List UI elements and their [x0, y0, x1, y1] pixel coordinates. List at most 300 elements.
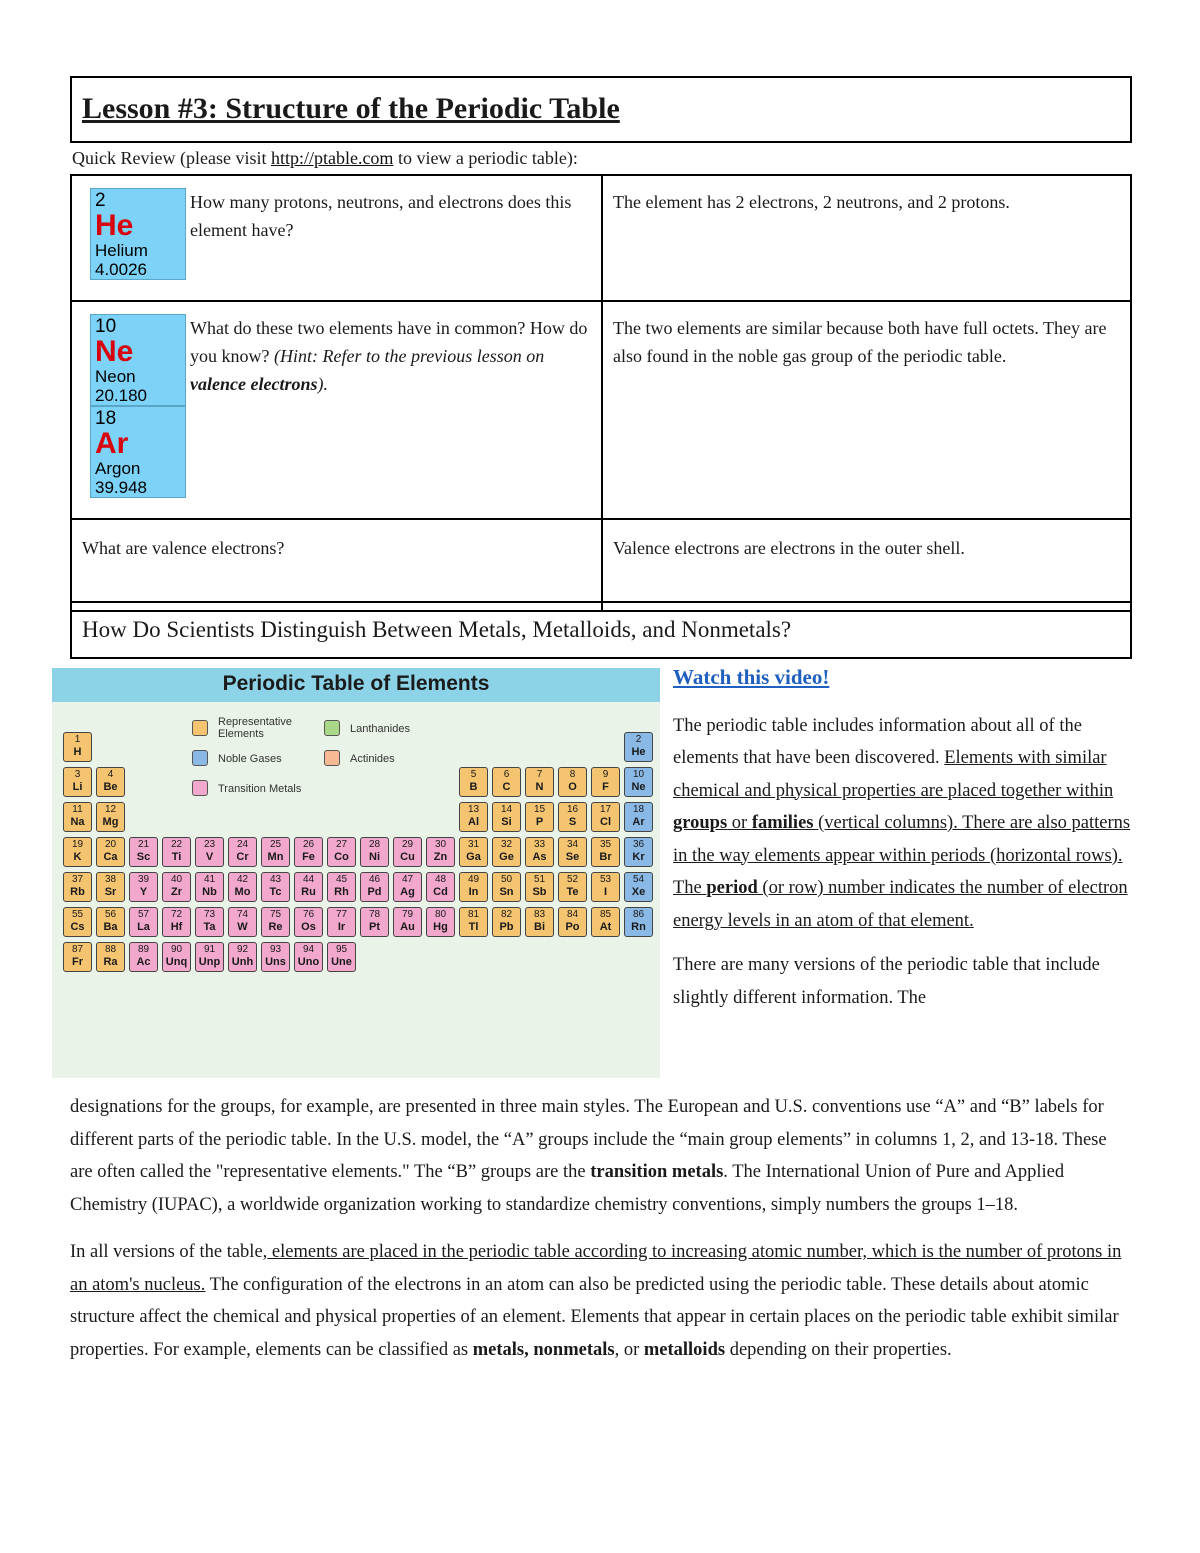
- element-cell-number: 48: [434, 874, 447, 885]
- element-cell-pd: [360, 872, 389, 902]
- element-cell-symbol: Sn: [499, 886, 514, 898]
- table-row: [71, 519, 1131, 611]
- element-cell-symbol: O: [568, 781, 577, 793]
- element-cell-symbol: C: [502, 781, 511, 793]
- question-2-main: What do these two elements have in common? How do you know?: [190, 318, 588, 366]
- element-cell-symbol: Uno: [297, 956, 320, 968]
- element-cell-number: 91: [203, 944, 216, 955]
- element-cell-symbol: Se: [565, 851, 580, 863]
- element-cell-ag: [393, 872, 422, 902]
- element-cell-mo: [228, 872, 257, 902]
- element-cell-ac: [129, 942, 158, 972]
- element-cell-number: 45: [335, 874, 348, 885]
- periodic-table-figure: [52, 668, 660, 1078]
- element-cell-number: 19: [71, 839, 84, 850]
- element-cell-number: 50: [500, 874, 513, 885]
- element-cell-cl: [591, 802, 620, 832]
- element-cell-symbol: B: [469, 781, 478, 793]
- watch-video-link[interactable]: Watch this video!: [673, 665, 830, 689]
- element-cell-sc: [129, 837, 158, 867]
- quick-review-line: [72, 148, 578, 169]
- element-cell-symbol: Br: [599, 851, 612, 863]
- underlined-text: elements are placed in the periodic table according to increasing atomic number, which is the number of protons in an atom's nucleus.: [70, 1242, 1122, 1295]
- element-cell-symbol: Ca: [103, 851, 118, 863]
- element-cell-number: 54: [632, 874, 645, 885]
- element-cell-symbol: Kr: [632, 851, 645, 863]
- element-cell-sn: [492, 872, 521, 902]
- element-cell-symbol: Na: [70, 816, 85, 828]
- element-number: 10: [95, 316, 117, 337]
- element-cell-mn: [261, 837, 290, 867]
- element-cell-symbol: Zr: [171, 886, 182, 898]
- element-cell-symbol: La: [137, 921, 150, 933]
- element-cell-symbol: Une: [331, 956, 352, 968]
- element-cell-number: 13: [467, 804, 480, 815]
- element-cell-symbol: Rh: [334, 886, 349, 898]
- element-cell-symbol: Au: [400, 921, 415, 933]
- element-cell-number: 52: [566, 874, 579, 885]
- element-cell-symbol: Pb: [499, 921, 514, 933]
- answer-cell-2[interactable]: The two elements are similar because both have full octets. They are also found in the noble gas group of the periodic table.: [602, 301, 1131, 519]
- argon-tile: [90, 406, 186, 498]
- element-cell-number: 10: [632, 769, 645, 780]
- element-cell-number: 22: [170, 839, 183, 850]
- element-cell-ta: [195, 907, 224, 937]
- element-cell-number: 33: [533, 839, 546, 850]
- element-cell-se: [558, 837, 587, 867]
- element-symbol: Ar: [95, 427, 129, 460]
- body-text-span: depending on their properties.: [725, 1339, 952, 1360]
- versions-paragraph: [70, 1091, 1132, 1221]
- element-cell-symbol: Bi: [534, 921, 545, 933]
- element-cell-p: [525, 802, 554, 832]
- element-cell-une: [327, 942, 356, 972]
- element-cell-symbol: Al: [468, 816, 479, 828]
- element-cell-number: 79: [401, 909, 414, 920]
- element-cell-number: 34: [566, 839, 579, 850]
- element-cell-symbol: Tc: [269, 886, 282, 898]
- element-cell-rb: [63, 872, 92, 902]
- element-cell-ar: [624, 802, 653, 832]
- question-cell-2: [71, 301, 602, 519]
- element-cell-rh: [327, 872, 356, 902]
- element-cell-symbol: Ga: [466, 851, 481, 863]
- element-cell-y: [129, 872, 158, 902]
- element-cell-number: 29: [401, 839, 414, 850]
- element-cell-symbol: Unh: [231, 956, 254, 968]
- u-text: (vertical columns). There are also patterns in the way elements appear within periods (horizontal rows). The: [673, 813, 1131, 898]
- question-text-1: How many protons, neutrons, and electrons does this element have?: [190, 192, 572, 240]
- element-cell-number: 82: [500, 909, 513, 920]
- element-cell-br: [591, 837, 620, 867]
- element-cell-zn: [426, 837, 455, 867]
- element-cell-number: 23: [203, 839, 216, 850]
- title-box: [70, 76, 1132, 143]
- u-text: or: [727, 813, 752, 833]
- element-cell-symbol: V: [205, 851, 214, 863]
- element-cell-number: 92: [236, 944, 249, 955]
- element-cell-number: 40: [170, 874, 183, 885]
- element-cell-number: 27: [335, 839, 348, 850]
- page-title: Lesson #3: Structure of the Periodic Table: [82, 92, 620, 125]
- element-cell-h: [63, 732, 92, 762]
- element-cell-number: 51: [533, 874, 546, 885]
- element-cell-number: 37: [71, 874, 84, 885]
- element-cell-number: 31: [467, 839, 480, 850]
- element-cell-symbol: Cs: [70, 921, 85, 933]
- element-cell-sr: [96, 872, 125, 902]
- element-cell-symbol: Li: [72, 781, 83, 793]
- element-cell-number: 20: [104, 839, 117, 850]
- element-mass: 20.180: [95, 386, 147, 405]
- element-cell-he: [624, 732, 653, 762]
- element-cell-symbol: Cl: [600, 816, 611, 828]
- element-cell-ti: [162, 837, 191, 867]
- element-cell-la: [129, 907, 158, 937]
- legend-swatch-transition: [192, 780, 208, 796]
- element-mass: 39.948: [95, 478, 147, 497]
- element-cell-ca: [96, 837, 125, 867]
- element-cell-au: [393, 907, 422, 937]
- element-cell-number: 18: [632, 804, 645, 815]
- hint-end: ).: [317, 374, 328, 394]
- element-cell-w: [228, 907, 257, 937]
- element-cell-pb: [492, 907, 521, 937]
- element-cell-symbol: Sc: [136, 851, 151, 863]
- element-cell-number: 12: [104, 804, 117, 815]
- helium-tile: [90, 188, 186, 280]
- element-mass: 4.0026: [95, 260, 147, 279]
- element-cell-tc: [261, 872, 290, 902]
- element-cell-ru: [294, 872, 323, 902]
- element-cell-number: 32: [500, 839, 513, 850]
- element-cell-number: 57: [137, 909, 150, 920]
- legend-swatch-noble: [192, 750, 208, 766]
- element-cell-symbol: Te: [566, 886, 579, 898]
- element-cell-number: 4: [107, 769, 114, 780]
- element-cell-number: 26: [302, 839, 315, 850]
- element-cell-number: 38: [104, 874, 117, 885]
- element-cell-number: 3: [74, 769, 81, 780]
- element-cell-number: 88: [104, 944, 117, 955]
- element-cell-symbol: Xe: [631, 886, 646, 898]
- legend-label-actinides: Actinides: [350, 753, 395, 765]
- element-cell-unq: [162, 942, 191, 972]
- element-cell-o: [558, 767, 587, 797]
- element-cell-po: [558, 907, 587, 937]
- element-cell-symbol: Zn: [433, 851, 448, 863]
- review-suffix: to view a periodic table):: [393, 148, 578, 168]
- element-name: Argon: [95, 459, 141, 478]
- legend-swatch-representative: [192, 720, 208, 736]
- element-cell-zr: [162, 872, 191, 902]
- element-cell-symbol: Ni: [369, 851, 380, 863]
- element-cell-number: 53: [599, 874, 612, 885]
- legend-label-noble: Noble Gases: [218, 753, 282, 765]
- element-cell-v: [195, 837, 224, 867]
- bold-metals-nonmetals: metals, nonmetals: [472, 1339, 615, 1360]
- element-cell-symbol: Pd: [367, 886, 382, 898]
- element-cell-symbol: Be: [103, 781, 118, 793]
- element-name: Helium: [95, 241, 148, 260]
- element-cell-kr: [624, 837, 653, 867]
- element-cell-number: 49: [467, 874, 480, 885]
- element-cell-number: 5: [470, 769, 477, 780]
- element-cell-rn: [624, 907, 653, 937]
- element-cell-in: [459, 872, 488, 902]
- bold-transition-metals: transition metals: [590, 1162, 724, 1182]
- element-cell-number: 84: [566, 909, 579, 920]
- element-cell-b: [459, 767, 488, 797]
- element-cell-number: 93: [269, 944, 282, 955]
- element-cell-number: 80: [434, 909, 447, 920]
- element-cell-symbol: P: [535, 816, 544, 828]
- legend-label-transition: Transition Metals: [218, 783, 302, 795]
- element-cell-symbol: Y: [139, 886, 148, 898]
- element-cell-k: [63, 837, 92, 867]
- element-cell-number: 8: [569, 769, 576, 780]
- element-cell-symbol: At: [599, 921, 612, 933]
- u-text: Elements with similar chemical and physical properties are placed together within: [673, 748, 1114, 801]
- element-cell-pt: [360, 907, 389, 937]
- element-cell-symbol: Ru: [301, 886, 316, 898]
- element-cell-hg: [426, 907, 455, 937]
- bold-groups: groups: [673, 813, 728, 833]
- element-cell-symbol: S: [568, 816, 577, 828]
- question-text-2: [190, 314, 590, 398]
- legend-text: Elements: [218, 728, 264, 740]
- element-cell-symbol: Hf: [170, 921, 183, 933]
- u-text: (or row) number indicates the number of electron energy levels in an atom of that element.: [673, 878, 1128, 931]
- intro-paragraph: [673, 710, 1133, 938]
- element-cell-number: 56: [104, 909, 117, 920]
- element-cell-ga: [459, 837, 488, 867]
- element-cell-number: 87: [71, 944, 84, 955]
- question-cell-3: What are valence electrons?: [71, 519, 602, 611]
- element-cell-symbol: Cd: [433, 886, 448, 898]
- element-cell-number: 6: [503, 769, 510, 780]
- element-cell-na: [63, 802, 92, 832]
- element-cell-number: 83: [533, 909, 546, 920]
- element-cell-number: 89: [137, 944, 150, 955]
- element-cell-number: 73: [203, 909, 216, 920]
- element-cell-symbol: Cr: [236, 851, 249, 863]
- element-cell-n: [525, 767, 554, 797]
- element-cell-number: 15: [533, 804, 546, 815]
- element-cell-symbol: Mo: [234, 886, 251, 898]
- element-cell-symbol: Nb: [202, 886, 217, 898]
- element-cell-symbol: As: [532, 851, 547, 863]
- element-cell-symbol: Uns: [265, 956, 286, 968]
- element-cell-number: 81: [467, 909, 480, 920]
- element-cell-symbol: Fe: [302, 851, 315, 863]
- element-cell-fe: [294, 837, 323, 867]
- element-cell-symbol: Ra: [103, 956, 118, 968]
- element-cell-symbol: W: [237, 921, 248, 933]
- hint-bold: valence electrons: [190, 374, 318, 394]
- atomic-number-paragraph: [70, 1236, 1132, 1366]
- element-cell-ge: [492, 837, 521, 867]
- element-cell-symbol: Ac: [136, 956, 151, 968]
- answer-cell-3[interactable]: Valence electrons are electrons in the outer shell.: [602, 519, 1131, 611]
- element-cell-cd: [426, 872, 455, 902]
- element-cell-tl: [459, 907, 488, 937]
- element-cell-symbol: Po: [565, 921, 580, 933]
- element-cell-symbol: Cu: [400, 851, 415, 863]
- element-cell-ni: [360, 837, 389, 867]
- element-cell-fr: [63, 942, 92, 972]
- figure-banner: [52, 668, 660, 702]
- element-cell-symbol: Unq: [165, 956, 188, 968]
- hint-text: (Hint: Refer to the previous lesson on: [274, 346, 545, 366]
- element-cell-symbol: Si: [501, 816, 512, 828]
- element-cell-number: 24: [236, 839, 249, 850]
- element-cell-symbol: Unp: [198, 956, 221, 968]
- element-cell-symbol: F: [602, 781, 609, 793]
- intro-text: The periodic table includes information about all of the elements that have been discovered.: [673, 715, 1082, 768]
- element-cell-cu: [393, 837, 422, 867]
- element-cell-number: 7: [536, 769, 543, 780]
- element-cell-cr: [228, 837, 257, 867]
- element-cell-symbol: Rn: [631, 921, 646, 933]
- element-cell-number: 78: [368, 909, 381, 920]
- element-cell-uno: [294, 942, 323, 972]
- element-cell-xe: [624, 872, 653, 902]
- bold-families: families: [751, 813, 814, 833]
- element-cell-ir: [327, 907, 356, 937]
- element-cell-symbol: H: [73, 746, 82, 758]
- bold-metalloids: metalloids: [643, 1339, 726, 1360]
- element-number: 18: [95, 408, 117, 429]
- element-cell-symbol: Ta: [203, 921, 216, 933]
- table-row: [71, 175, 1131, 301]
- element-cell-symbol: Fr: [72, 956, 83, 968]
- element-cell-al: [459, 802, 488, 832]
- underlined-text: [673, 748, 1130, 931]
- element-cell-number: 47: [401, 874, 414, 885]
- element-cell-number: 21: [137, 839, 150, 850]
- element-cell-symbol: Ge: [499, 851, 514, 863]
- legend-swatch-lanthanides: [324, 720, 340, 736]
- element-cell-number: 41: [203, 874, 216, 885]
- figure-title: Periodic Table of Elements: [222, 672, 490, 695]
- element-cell-number: 94: [302, 944, 315, 955]
- element-cell-unp: [195, 942, 224, 972]
- body-text-span: The configuration of the electrons in an atom can also be predicted using the periodic table. These details about atomic structure affect the chemical and physical properties of an element. Elements that appear in certain places on the periodic table exhibit similar properties. For example, elements can be classified as: [70, 1274, 1119, 1360]
- element-cell-number: 25: [269, 839, 282, 850]
- element-cell-symbol: Ag: [400, 886, 415, 898]
- question-cell-1: [71, 175, 602, 301]
- element-symbol: He: [95, 209, 134, 242]
- element-name: Neon: [95, 367, 136, 386]
- element-cell-symbol: Re: [268, 921, 283, 933]
- element-cell-number: 36: [632, 839, 645, 850]
- review-table: [70, 174, 1132, 612]
- element-cell-number: 1: [74, 734, 81, 745]
- element-cell-symbol: Rb: [70, 886, 85, 898]
- element-cell-number: 75: [269, 909, 282, 920]
- bold-period: period: [706, 878, 758, 898]
- element-cell-symbol: Ba: [103, 921, 118, 933]
- section-heading: How Do Scientists Distinguish Between Metals, Metalloids, and Nonmetals?: [82, 617, 792, 642]
- element-cell-symbol: Co: [334, 851, 349, 863]
- element-cell-symbol: Sb: [532, 886, 547, 898]
- element-cell-symbol: In: [468, 886, 479, 898]
- element-cell-symbol: Hg: [433, 921, 448, 933]
- element-cell-ba: [96, 907, 125, 937]
- side-column: [673, 661, 1133, 1014]
- element-cell-symbol: Mg: [102, 816, 119, 828]
- legend-swatch-actinides: [324, 750, 340, 766]
- body-text-span: , or: [614, 1339, 644, 1360]
- element-cell-number: 28: [368, 839, 381, 850]
- element-cell-symbol: Ne: [631, 781, 646, 793]
- body-text-span: designations for the groups, for example, are presented in three main styles. The European and U.S. conventions use “A” and “B” labels for different parts of the periodic table. In the U.S. model, the “A” groups include the “main group elements” in columns 1, 2, and 13-18. These are often called the "representative elements." The “B” groups are the: [70, 1097, 1107, 1182]
- element-cell-number: 77: [335, 909, 348, 920]
- element-cell-ne: [624, 767, 653, 797]
- body-text: [70, 1091, 1132, 1366]
- element-cell-s: [558, 802, 587, 832]
- element-cell-number: 74: [236, 909, 249, 920]
- element-cell-be: [96, 767, 125, 797]
- section-heading-box: [70, 601, 1132, 659]
- element-cell-number: 2: [635, 734, 642, 745]
- element-cell-co: [327, 837, 356, 867]
- review-prefix: Quick Review (please visit: [72, 148, 271, 168]
- element-cell-symbol: Sr: [104, 886, 117, 898]
- versions-paragraph-start: There are many versions of the periodic table that include slightly different information. The: [673, 955, 1100, 1008]
- element-cell-number: 11: [72, 804, 83, 815]
- element-cell-symbol: Ti: [171, 851, 182, 863]
- element-cell-os: [294, 907, 323, 937]
- element-cell-si: [492, 802, 521, 832]
- element-cell-cs: [63, 907, 92, 937]
- neon-tile: [90, 314, 186, 406]
- body-text-span: In all versions of the table,: [70, 1242, 268, 1262]
- element-cell-number: 95: [335, 944, 348, 955]
- element-cell-number: 30: [434, 839, 447, 850]
- element-cell-number: 44: [302, 874, 315, 885]
- element-cell-number: 14: [500, 804, 513, 815]
- element-cell-number: 90: [170, 944, 183, 955]
- element-cell-symbol: I: [603, 886, 608, 898]
- element-cell-symbol: Pt: [369, 921, 380, 933]
- legend-text: Representative: [218, 716, 292, 728]
- element-cell-number: 72: [170, 909, 183, 920]
- element-cell-symbol: Mn: [267, 851, 284, 863]
- element-cell-symbol: K: [73, 851, 82, 863]
- ptable-link[interactable]: http://ptable.com: [270, 148, 394, 168]
- element-cell-number: 46: [368, 874, 381, 885]
- element-cell-li: [63, 767, 92, 797]
- answer-cell-1[interactable]: The element has 2 electrons, 2 neutrons, and 2 protons.: [602, 175, 1131, 301]
- element-cell-number: 43: [269, 874, 282, 885]
- element-cell-number: 9: [602, 769, 609, 780]
- element-symbol: Ne: [95, 335, 134, 368]
- table-row: [71, 301, 1131, 519]
- element-cell-number: 85: [599, 909, 612, 920]
- element-cell-symbol: Ir: [337, 921, 346, 933]
- element-cell-number: 35: [599, 839, 612, 850]
- element-cell-bi: [525, 907, 554, 937]
- element-cell-re: [261, 907, 290, 937]
- element-cell-number: 39: [137, 874, 150, 885]
- element-cell-number: 76: [302, 909, 315, 920]
- element-cell-symbol: Tl: [468, 921, 479, 933]
- element-cell-number: 86: [632, 909, 645, 920]
- element-cell-f: [591, 767, 620, 797]
- element-cell-as: [525, 837, 554, 867]
